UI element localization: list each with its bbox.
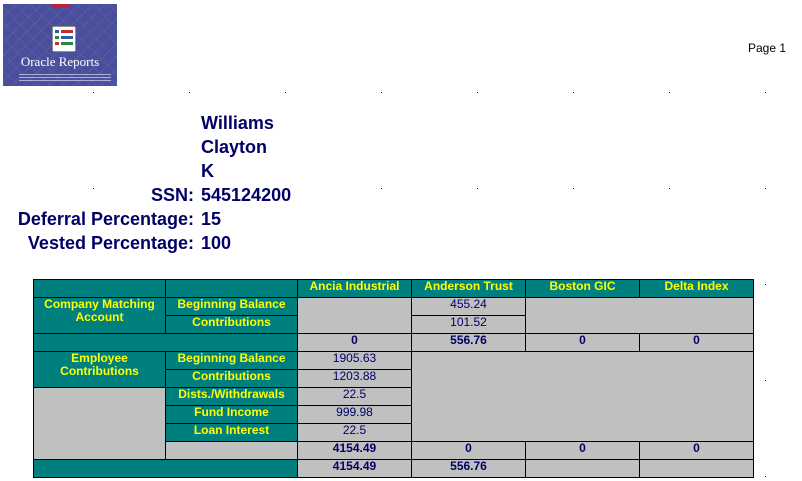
subtotal-cell: 0 [640, 442, 754, 460]
empty-cell [298, 298, 412, 334]
value-cell: 22.5 [298, 424, 412, 442]
grand-total-cell: 4154.49 [298, 460, 412, 478]
table-row [34, 298, 754, 316]
first-name: Clayton [201, 137, 268, 157]
value-cell: 1905.63 [298, 352, 412, 370]
grand-total-cell [640, 460, 754, 478]
subtotal-row [34, 334, 754, 352]
value-cell: 455.24 [412, 298, 526, 316]
row-label: Beginning Balance [166, 352, 298, 370]
row-label: Contributions [166, 316, 298, 334]
column-header-boston: Boston GIC [526, 280, 640, 298]
group-employee-contributions: Employee Contributions [34, 352, 166, 388]
empty-cell [412, 352, 754, 442]
middle-initial: K [201, 161, 214, 181]
logo-brand-text: Oracle Reports [20, 54, 100, 69]
subtotal-cell: 0 [526, 334, 640, 352]
grand-total-label [34, 460, 298, 478]
grand-total-cell: 556.76 [412, 460, 526, 478]
report-document-icon [52, 26, 76, 52]
empty-cell [34, 388, 166, 460]
column-header-delta: Delta Index [640, 280, 754, 298]
column-header-anderson: Anderson Trust [412, 280, 526, 298]
group-company-matching: Company Matching Account [34, 298, 166, 334]
oracle-reports-logo [3, 4, 117, 86]
ssn-value: 545124200 [201, 185, 292, 205]
value-cell: 1203.88 [298, 370, 412, 388]
subtotal-cell: 0 [526, 442, 640, 460]
deferral-percentage-value: 15 [201, 209, 222, 229]
column-header-ancia: Ancia Industrial [298, 280, 412, 298]
subtotal-cell: 0 [298, 334, 412, 352]
value-cell: 999.98 [298, 406, 412, 424]
subtotal-cell: 0 [412, 442, 526, 460]
subtotal-label [34, 334, 298, 352]
empty-cell [526, 298, 754, 334]
row-label: Contributions [166, 370, 298, 388]
value-cell: 101.52 [412, 316, 526, 334]
table-row [34, 352, 754, 370]
subtotal-cell: 4154.49 [298, 442, 412, 460]
row-label: Loan Interest [166, 424, 298, 442]
row-label: Dists./Withdrawals [166, 388, 298, 406]
grand-total-row [34, 460, 754, 478]
column-header-row [34, 280, 754, 298]
value-cell: 22.5 [298, 388, 412, 406]
grand-total-cell [526, 460, 640, 478]
deferral-percentage-label: Deferral Percentage: [17, 209, 194, 229]
vested-percentage-value: 100 [201, 233, 232, 253]
page-number: Page 1 [748, 41, 787, 55]
row-label: Beginning Balance [166, 298, 298, 316]
logo-badge [51, 4, 69, 8]
empty-cell [166, 442, 298, 460]
header-blank [34, 280, 166, 298]
vested-percentage-label: Vested Percentage: [27, 233, 194, 253]
fund-balance-matrix [33, 279, 754, 478]
subtotal-cell: 556.76 [412, 334, 526, 352]
last-name: Williams [201, 113, 274, 133]
header-blank [166, 280, 298, 298]
row-label: Fund Income [166, 406, 298, 424]
ssn-label: SSN: [150, 185, 194, 205]
subtotal-cell: 0 [640, 334, 754, 352]
